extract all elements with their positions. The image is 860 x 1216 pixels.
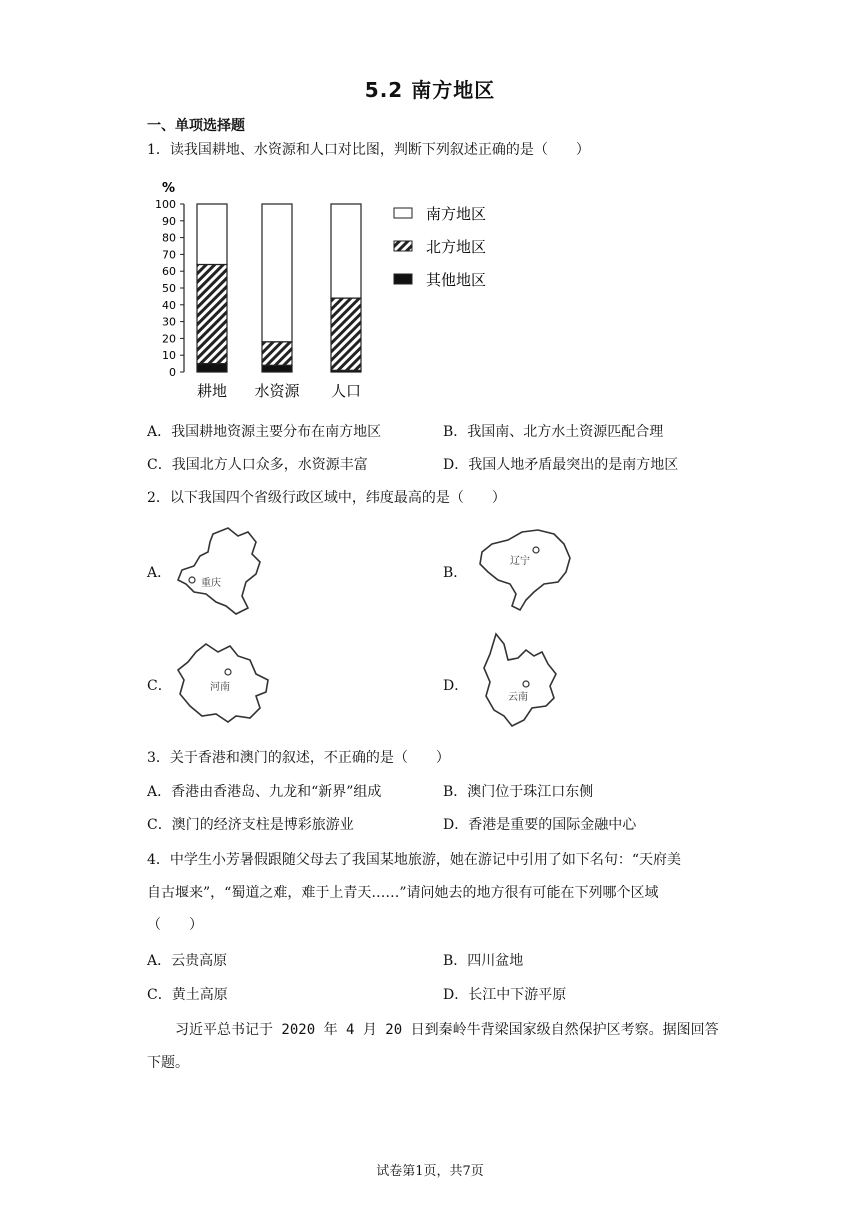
liaoning-map <box>472 522 582 614</box>
legend-swatch <box>394 274 412 284</box>
question-4-stem-line1: 4．中学生小芳暑假跟随父母去了我国某地旅游，她在游记中引用了如下名句：“天府美 <box>147 852 682 868</box>
q3-option-c: C．澳门的经济支柱是博彩旅游业 <box>147 817 354 833</box>
question-3-stem: 3．关于香港和澳门的叙述，不正确的是（ ） <box>147 750 450 766</box>
henan-map-label: 河南 <box>210 682 230 693</box>
x-tick-label: 人口 <box>330 382 362 400</box>
question-4-stem-line3: （ ） <box>147 917 203 933</box>
x-tick-label: 水资源 <box>254 382 300 400</box>
y-tick-label: 30 <box>162 315 176 329</box>
q2-option-b-letter: B． <box>443 565 468 581</box>
bar-segment <box>331 298 361 370</box>
question-4-stem-line2: 自古堰来”，“蜀道之难，难于上青天……”请问她去的地方很有可能在下列哪个区域 <box>147 885 659 901</box>
yunnan-map <box>476 630 562 734</box>
question-2-stem: 2．以下我国四个省级行政区域中，纬度最高的是（ ） <box>147 490 506 506</box>
legend-swatch <box>394 208 412 218</box>
q2-option-c-letter: C． <box>147 678 172 694</box>
q2-option-d-letter: D． <box>443 678 469 694</box>
y-tick-label: 100 <box>155 198 176 211</box>
x-tick-label: 耕地 <box>196 382 228 400</box>
liaoning-map-label: 辽宁 <box>510 556 530 567</box>
page-footer: 试卷第1页，共7页 <box>376 1164 484 1179</box>
q1-option-d: D．我国人地矛盾最突出的是南方地区 <box>443 457 679 473</box>
q4-option-c: C．黄土高原 <box>147 987 228 1003</box>
bar-segment <box>197 204 227 264</box>
y-tick-label: 20 <box>162 332 176 346</box>
q2-option-a-letter: A． <box>147 565 172 581</box>
legend-label: 北方地区 <box>426 238 487 256</box>
q3-option-a: A．香港由香港岛、九龙和“新界”组成 <box>147 784 382 800</box>
bar-segment <box>262 365 292 372</box>
bar-chart <box>140 176 520 406</box>
bar-segment <box>262 204 292 342</box>
q4-option-d: D．长江中下游平原 <box>443 987 567 1003</box>
section-heading: 一、单项选择题 <box>147 118 245 134</box>
question-1-stem: 1．读我国耕地、水资源和人口对比图，判断下列叙述正确的是（ ） <box>147 142 590 158</box>
q1-option-b: B．我国南、北方水土资源匹配合理 <box>443 424 664 440</box>
q4-option-a: A．云贵高原 <box>147 953 228 969</box>
y-tick-label: 70 <box>162 248 176 262</box>
q4-option-b: B．四川盆地 <box>443 953 524 969</box>
legend-label: 南方地区 <box>426 205 487 223</box>
bar-segment <box>197 264 227 363</box>
chongqing-map-label: 重庆 <box>201 578 221 589</box>
q3-option-d: D．香港是重要的国际金融中心 <box>443 817 637 833</box>
y-tick-label: 60 <box>162 265 176 279</box>
chongqing-map <box>168 522 268 618</box>
q1-option-c: C．我国北方人口众多，水资源丰富 <box>147 457 368 473</box>
y-tick-label: 10 <box>162 349 176 363</box>
y-axis-label: % <box>162 181 176 196</box>
bar-segment <box>331 204 361 298</box>
legend-label: 其他地区 <box>426 271 487 289</box>
y-tick-label: 80 <box>162 231 176 245</box>
q3-option-b: B．澳门位于珠江口东侧 <box>443 784 594 800</box>
intro-line-1: 习近平总书记于 2020 年 4 月 20 日到秦岭牛背梁国家级自然保护区考察。据图回答 <box>175 1022 719 1038</box>
y-tick-label: 0 <box>169 366 176 379</box>
henan-map <box>172 634 278 726</box>
yunnan-map-label: 云南 <box>508 692 528 703</box>
page-title: 5.2 南方地区 <box>364 78 496 102</box>
intro-line-2: 下题。 <box>147 1055 189 1071</box>
y-tick-label: 50 <box>162 282 176 295</box>
q1-option-a: A．我国耕地资源主要分布在南方地区 <box>147 424 382 440</box>
y-tick-label: 40 <box>162 298 176 312</box>
bar-segment <box>262 342 292 366</box>
legend-swatch <box>394 241 412 251</box>
y-tick-label: 90 <box>162 214 176 228</box>
bar-segment <box>197 364 227 372</box>
